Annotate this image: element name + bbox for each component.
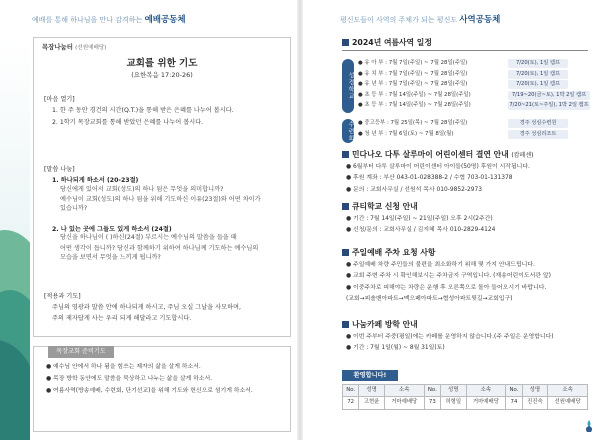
right-header-main: 사역공동체	[459, 15, 501, 25]
list-item: ● 6월부터 다투 살루마이 어린이센터 아이들(50명) 후원이 시작됩니다.	[346, 164, 530, 170]
left-header	[32, 15, 186, 26]
schedule-row: ● 청 년 부 : 7월 6일(토) ~ 7월 8일(월) 경주 성심리조트	[358, 130, 588, 141]
table-row: 72 고현윤 거마예배당 73 허형일 거마예배당 74 진진숙 선원예배당	[343, 397, 588, 409]
open-heart-heading: [마음 열기]	[44, 96, 75, 103]
section-marker-icon	[342, 151, 349, 158]
table-header-row: No. 성명 소속 No. 성명 소속 No. 성명 소속	[343, 385, 588, 397]
open-heart-item: 2. 1학기 목장교회를 통해 받았던 은혜를 나누어 봅시다.	[52, 118, 204, 126]
divider	[342, 50, 588, 51]
group-prayer-box	[33, 346, 291, 432]
left-header-sub: 예배를 통해 하나님을 만나 감격하는	[32, 16, 143, 24]
welcome-tag: 환영합니다!	[342, 370, 398, 381]
apply-line: 주의 제자답게 사는 우리 되게 해달라고 기도합시다.	[52, 314, 192, 322]
list-item: ● 목장 방학 동안에도 말씀을 묵상하고 나누는 삶을 살게 하소서.	[46, 375, 213, 382]
open-heart-item: 1. 한 주 동안 경건의 시간(Q.T.)을 통해 받은 은혜를 나누어 봅시다.	[52, 107, 234, 115]
word-question-1-title: 1. 하나되게 하소서 (20-23절)	[52, 177, 139, 185]
parking-title: 주일예배 주차 요청 사항	[342, 248, 435, 259]
word-section	[44, 166, 284, 265]
list-item: (교회→피솔밴아파트→맥으페아파트→협성아파트뒷길→교회입구)	[346, 295, 513, 302]
section-marker-icon	[342, 39, 349, 46]
meditation-tag-small: (선원예배당)	[75, 45, 107, 51]
list-item: ● 후원 계좌 : 부산 043-01-028388-2 / 수협 703-01-131378	[346, 175, 513, 182]
section-marker-icon	[342, 321, 349, 328]
list-item: ● 이중주차로 피해야는 차량은 운행 후 오른쪽으로 돌아 들어오시기 바랍니다.	[346, 284, 547, 291]
cafe-title: 나눔카페 방학 안내	[342, 320, 418, 331]
schedule-row: ● 유 치 부 : 7월 7일(주일) ~ 7월 28일(주일) 7/20(토), 1일 캠프	[358, 70, 588, 81]
word-question-2-line: 어떤 생각이 듭니까? 당신과 함께하기 위하여 하나님께 기도하는 예수님의	[60, 244, 259, 252]
parking-section	[342, 262, 588, 307]
meditation-tag-label: 목장나눔터	[42, 43, 73, 51]
open-heart-section	[44, 96, 284, 130]
right-page	[300, 0, 600, 440]
left-header-main: 예배공동체	[144, 15, 186, 25]
word-question-1-line: 예수님이 교회(성도)의 하나 됨을 위해 기도하신 이유(23절)와 어떤 차이가	[60, 196, 261, 204]
word-question-1-line: 당신에게 있어서 교회(성도)의 하나 됨은 무엇을 의미합니까?	[60, 185, 224, 193]
summer-title-text: 2024년 여름사역 일정	[352, 38, 432, 47]
landscape-illustration	[0, 40, 30, 440]
list-item: ● 기간 : 7월 1일(월) ~ 8월 31일(토)	[346, 345, 445, 352]
bible-school-block	[342, 59, 588, 115]
meditation-title: 교회를 위한 기도	[126, 58, 198, 69]
apply-heading: [적용과 기도]	[44, 293, 81, 300]
schedule-row: ● 유 아 부 : 7월 7일(주일) ~ 7월 28일(주일) 7/20(토), 1일 캠프	[358, 59, 588, 70]
apply-section	[44, 293, 284, 326]
list-item: ● 신청/문의 : 교회사무실 / 김지혜 목사 010-2829-4124	[346, 227, 496, 234]
apply-line: 주님의 영광과 말씀 안에 하나되게 하시고, 주님 오실 그날을 사모하며,	[52, 304, 241, 312]
list-item: ● 기간 : 7월 14일(주일) ~ 21일(주일) 오후 2시(2주간)	[346, 216, 493, 222]
right-header-sub: 평신도들이 사역의 주체가 되는 평신도	[340, 16, 458, 24]
schedule-row: ● 중고등부 : 7월 25일(목) ~ 7월 28일(주일) 경주 성심수련원	[358, 119, 588, 130]
retreat-block	[342, 119, 588, 145]
mindanao-section	[342, 164, 588, 198]
schedule-row: ● 유 년 부 : 7월 7일(주일) ~ 7월 28일(주일) 7/20(토), 1일 캠프	[358, 80, 588, 91]
list-item: ● 이번 주부터 주중(평일)에는 카페를 운영하지 않습니다.(주 주일은 운영합니다)	[346, 334, 554, 340]
word-heading: [말씀 나눔]	[44, 166, 75, 173]
mindanao-title: 민다나오 다투 살루마이 어린이센터 결연 안내 (캄페센)	[342, 150, 533, 161]
list-item: ● 문의 : 교회사무실 / 선원석 목사 010-9852-2973	[346, 186, 482, 193]
retreat-label: 수련회	[342, 119, 354, 143]
list-item: ● 여름사역(방송예배, 수련회, 단기선교)을 위해 기도와 헌신으로 섬기게 하소서.	[46, 387, 253, 394]
qt-title: 큐티학교 신청 안내	[342, 202, 418, 213]
summer-title	[342, 38, 432, 49]
summer-schedule	[342, 59, 588, 145]
schedule-row: ● 초 등 부 : 7월 14일(주일) ~ 7월 28일(주일) 7/19~20(금~토), 1박 2일 캠프	[358, 91, 588, 102]
welcome-section	[342, 370, 588, 426]
section-marker-icon	[342, 249, 349, 256]
qt-section	[342, 216, 588, 239]
bible-school-label: 성경학교	[342, 59, 354, 113]
cafe-section	[342, 334, 588, 357]
word-question-2-line: 당신을 하나님이 ( )하신(24절) 부르시는 예수님의 말씀을 들을 때	[60, 234, 237, 242]
list-item: ● 예수님 안에서 하나 됨을 힘쓰는 제자의 삶을 살게 하소서.	[46, 364, 201, 370]
meditation-reference: (요한복음 17:20-26)	[131, 71, 193, 79]
word-question-2-line: 모습을 보면서 무엇을 느끼게 됩니까?	[60, 253, 161, 261]
meditation-tag	[42, 43, 107, 53]
word-question-2-title: 2. 나 있는 곳에 그들도 있게 하소서 (24절)	[52, 225, 172, 233]
schedule-row: ● 초 등 부 : 7월 14일(주일) ~ 7월 28일(주일) 7/20~21(토~주일), 1박 2일 캠프	[358, 102, 589, 108]
section-marker-icon	[342, 203, 349, 210]
meditation-box	[33, 37, 291, 337]
group-prayer-list	[46, 364, 286, 400]
church-logo-icon	[584, 420, 594, 432]
word-question-1-line: 있습니까?	[60, 205, 88, 213]
list-item: ● 주일예배 차량 주민들의 불편을 최소화하기 위해 몇 가지 안내드립니다.	[346, 262, 535, 268]
right-header	[340, 15, 500, 26]
group-prayer-tag: 목장교회 준비기도	[48, 346, 114, 358]
welcome-table	[342, 384, 588, 410]
list-item: ● 교회 주변 주차 시 확인해보시는 주차금지 구역입니다. (재송어린이도서관 앞)	[346, 273, 551, 280]
